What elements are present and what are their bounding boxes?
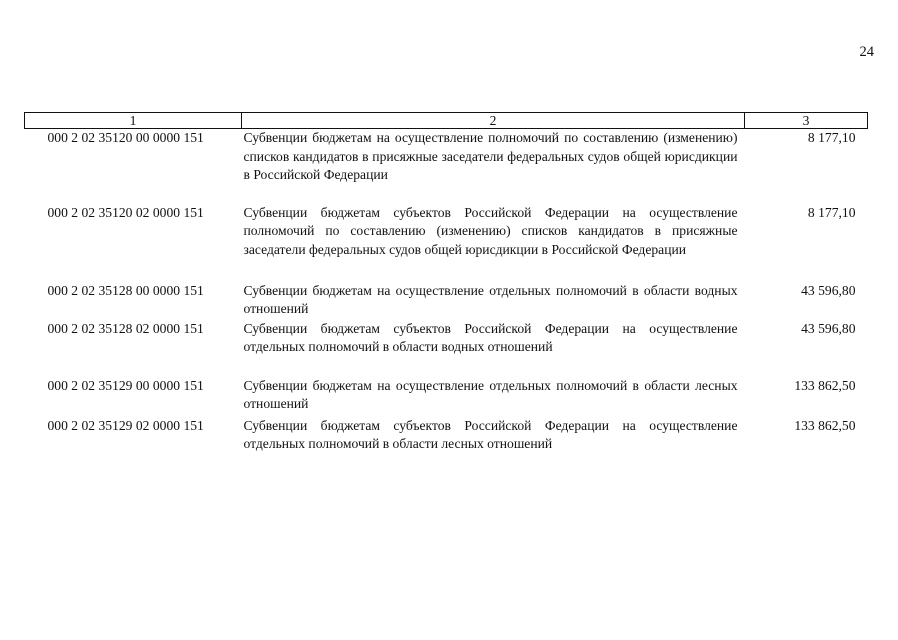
- row-description: Субвенции бюджетам на осуществление отдельных полномочий в области водных отношений: [243, 282, 738, 316]
- row-description: Субвенции бюджетам субъектов Российской Федерации на осуществление отдельных полномочий в области водных отношений: [243, 320, 738, 354]
- table-row: [25, 129, 868, 204]
- row-code: 000 2 02 35128 00 0000 151: [47, 282, 204, 298]
- row-code: 000 2 02 35120 02 0000 151: [47, 204, 204, 220]
- row-amount: 133 862,50: [794, 417, 856, 433]
- table-row: [25, 320, 868, 377]
- row-code: 000 2 02 35129 00 0000 151: [47, 377, 204, 393]
- row-description: Субвенции бюджетам субъектов Российской Федерации на осуществление полномочий по составлению (изменению) списков кандидатов в присяжные заседатели федеральных судов общей юрисдикции в Российской Федерации: [243, 204, 738, 257]
- row-description: Субвенции бюджетам на осуществление отдельных полномочий в области лесных отношений: [243, 377, 738, 411]
- row-amount: 8 177,10: [807, 130, 856, 145]
- row-code: 000 2 02 35120 00 0000 151: [47, 130, 204, 145]
- row-description: Субвенции бюджетам субъектов Российской Федерации на осуществление отдельных полномочий в области лесных отношений: [243, 417, 738, 451]
- row-code: 000 2 02 35128 02 0000 151: [47, 320, 204, 336]
- header-col-3: 3: [745, 113, 868, 129]
- header-row: [25, 113, 868, 129]
- budget-table: [24, 112, 868, 455]
- header-col-1: 1: [25, 113, 242, 129]
- table-row: [25, 204, 868, 282]
- table-row: [25, 377, 868, 417]
- header-col-2: 2: [242, 113, 745, 129]
- row-amount: 43 596,80: [801, 320, 856, 336]
- table-row: [25, 417, 868, 455]
- row-amount: 8 177,10: [807, 204, 856, 220]
- table-row: [25, 282, 868, 320]
- row-code: 000 2 02 35129 02 0000 151: [47, 417, 204, 433]
- page-number: 24: [859, 44, 874, 60]
- row-amount: 133 862,50: [794, 377, 856, 393]
- row-description: Субвенции бюджетам на осуществление полномочий по составлению (изменению) списков кандидатов в присяжные заседатели федеральных судов общей юрисдикции в Российской Федерации: [243, 130, 738, 182]
- row-amount: 43 596,80: [801, 282, 856, 298]
